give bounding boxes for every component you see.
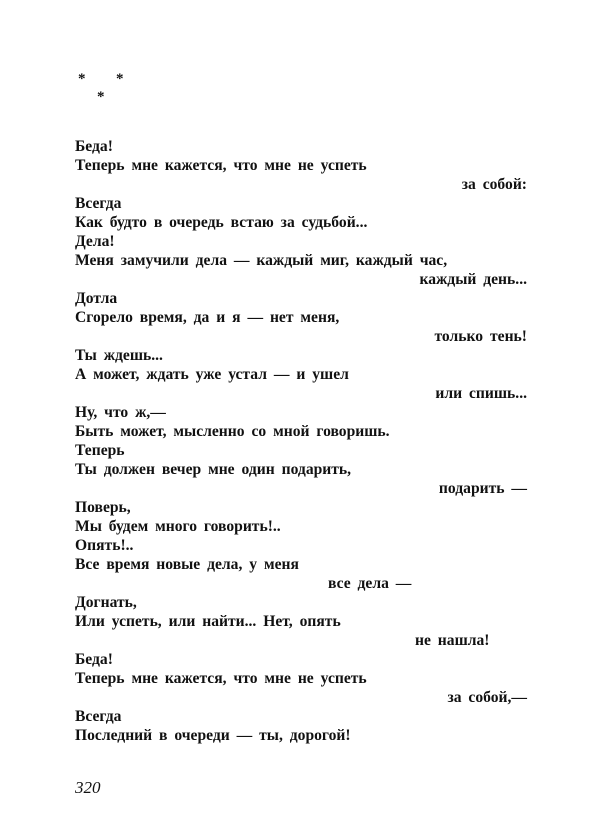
poem-line: Дотла xyxy=(75,290,118,307)
poem-line: Ты ждешь... xyxy=(75,347,163,364)
poem-line: не нашла! xyxy=(415,632,490,649)
asterisk-icon: * xyxy=(78,71,86,87)
poem-line: Догнать, xyxy=(75,594,137,611)
section-break-asterisks xyxy=(78,72,128,112)
poem-line: А может, ждать уже устал — и ушел xyxy=(75,366,349,383)
poem-line: Дела! xyxy=(75,233,115,250)
poem-line: за собой,— xyxy=(447,689,527,706)
poem-line: Последний в очереди — ты, дорогой! xyxy=(75,727,351,744)
page-number: 320 xyxy=(75,778,101,797)
poem-line: Беда! xyxy=(75,138,113,155)
poem-line: только тень! xyxy=(434,328,527,345)
poem-line: Мы будем много говорить!.. xyxy=(75,518,281,535)
poem-line: или спишь... xyxy=(435,385,527,402)
poem-line: Поверь, xyxy=(75,499,131,516)
poem-line: Всегда xyxy=(75,708,122,725)
asterisk-icon: * xyxy=(97,89,105,105)
poem-line: Ты должен вечер мне один подарить, xyxy=(75,461,352,478)
asterisk-icon: * xyxy=(116,71,124,87)
poem-line: Теперь мне кажется, что мне не успеть xyxy=(75,670,367,687)
poem-line: каждый день... xyxy=(419,271,527,288)
poem-line: Теперь мне кажется, что мне не успеть xyxy=(75,157,367,174)
poem-line: Меня замучили дела — каждый миг, каждый час, xyxy=(75,252,448,269)
poem-line: Теперь xyxy=(75,442,125,459)
poem-line: за собой: xyxy=(461,176,527,193)
poem-line: подарить — xyxy=(438,480,527,497)
poem-text xyxy=(75,137,527,745)
poem-line: Опять!.. xyxy=(75,537,134,554)
poem-line: Всегда xyxy=(75,195,122,212)
poem-line: Как будто в очередь встаю за судьбой... xyxy=(75,214,368,231)
poem-line: все дела — xyxy=(328,575,412,592)
poem-line: Все время новые дела, у меня xyxy=(75,556,299,573)
poem-line: Быть может, мысленно со мной говоришь. xyxy=(75,423,390,440)
poem-line: Сгорело время, да и я — нет меня, xyxy=(75,309,340,326)
poem-line: Ну, что ж,— xyxy=(75,404,166,421)
poem-line: Беда! xyxy=(75,651,113,668)
poem-line: Или успеть, или найти... Нет, опять xyxy=(75,613,341,630)
